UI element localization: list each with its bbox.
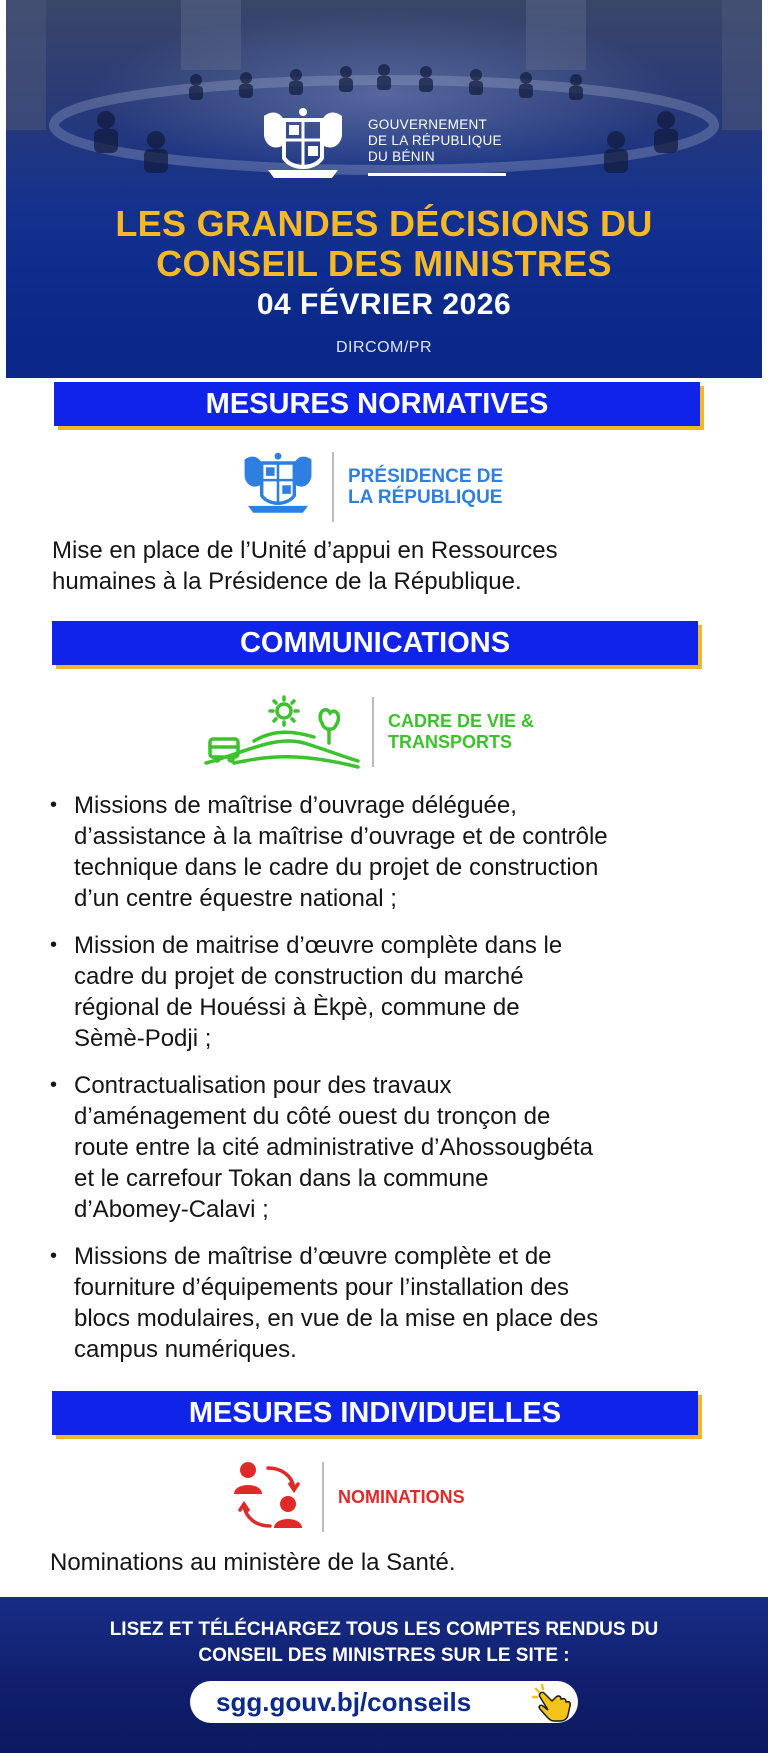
item-line: et le carrefour Tokan dans la commune [74,1165,489,1192]
government-emblem-icon [254,106,352,190]
normatives-text-line-1: Mise en place de l’Unité d’appui en Ressources [52,537,558,564]
transports-line-1: CADRE DE VIE & [388,711,535,731]
footer-line-2: CONSEIL DES MINISTRES SUR LE SITE : [198,1645,570,1666]
council-date: 04 FÉVRIER 2026 [256,288,512,321]
ministry-label-nominations: NOMINATIONS [338,1486,465,1507]
transports-line-2: TRANSPORTS [388,732,513,752]
gov-line-1: GOUVERNEMENT [368,117,488,132]
item-line: d’assistance à la maîtrise d’ouvrage et de contrôle [74,823,608,850]
item-line: d’Abomey-Calavi ; [74,1196,269,1223]
list-item [48,1070,738,1225]
bullet-icon: • [50,934,58,956]
footer-line-1: LISEZ ET TÉLÉCHARGEZ TOUS LES COMPTES RENDUS DU [109,1619,659,1640]
ministry-logo-nominations [232,1460,465,1534]
gov-line-3: DU BÉNIN [368,149,435,164]
item-line: cadre du projet de construction du marché [74,963,524,990]
bullet-icon: • [50,1245,58,1267]
normatives-text [52,535,558,597]
section-bar-communications: COMMUNICATIONS [52,621,698,665]
section-bar-normatives: MESURES NORMATIVES [54,382,700,426]
item-line: Sèmè-Podji ; [74,1025,212,1052]
footer-call-to-action [0,1617,768,1669]
list-item [48,930,738,1054]
item-line: d’aménagement du côté ouest du tronçon de [74,1103,551,1130]
government-name [368,117,502,165]
nominations-people-icon [232,1460,306,1534]
presidence-line-2: LA RÉPUBLIQUE [348,487,503,508]
list-item [48,1241,738,1365]
source-label: DIRCOM/PR [335,339,433,356]
cadre-de-vie-transports-icon [204,695,360,769]
presidence-emblem-icon [236,450,320,524]
page-title [6,204,762,284]
item-line: campus numériques. [74,1336,297,1363]
communications-list [48,790,738,1381]
item-line: Missions de maîtrise d’œuvre complète et de [74,1243,552,1270]
bullet-icon: • [50,1074,58,1096]
title-line-2: CONSEIL DES MINISTRES [156,243,612,284]
title-line-1: LES GRANDES DÉCISIONS DU [115,203,653,244]
gov-line-2: DE LA RÉPUBLIQUE [368,133,502,148]
section-bar-individuelles: MESURES INDIVIDUELLES [52,1391,698,1435]
item-line: blocs modulaires, en vue de la mise en place des [74,1305,599,1332]
gov-underline [368,173,506,176]
site-link[interactable]: sgg.gouv.bj/conseils [190,1681,578,1723]
item-line: technique dans le cadre du projet de construction [74,854,599,881]
item-line: Contractualisation pour des travaux [74,1072,452,1099]
item-line: fourniture d’équipements pour l’installation des [74,1274,569,1301]
logo-separator [322,1462,324,1532]
item-line: Missions de maîtrise d’ouvrage déléguée, [74,792,517,819]
pointing-hand-icon [530,1683,582,1723]
item-line: route entre la cité administrative d’Ahossougbéta [74,1134,593,1161]
footer-banner [0,1597,768,1753]
ministry-logo-presidence [236,450,503,524]
list-item [48,790,738,914]
normatives-text-line-2: humaines à la Présidence de la République. [52,568,522,595]
logo-separator [332,452,334,522]
individuelles-text: Nominations au ministère de la Santé. [50,1549,456,1576]
header-banner [6,0,762,378]
item-line: Mission de maitrise d’œuvre complète dans le [74,932,563,959]
item-line: régional de Houéssi à Èkpè, commune de [74,994,520,1021]
ministry-label-transports [388,711,534,753]
bullet-icon: • [50,794,58,816]
ministry-label-presidence [348,466,503,508]
ministry-logo-transports [204,695,534,769]
presidence-line-1: PRÉSIDENCE DE [348,466,504,487]
item-line: d’un centre équestre national ; [74,885,397,912]
logo-separator [372,697,374,767]
